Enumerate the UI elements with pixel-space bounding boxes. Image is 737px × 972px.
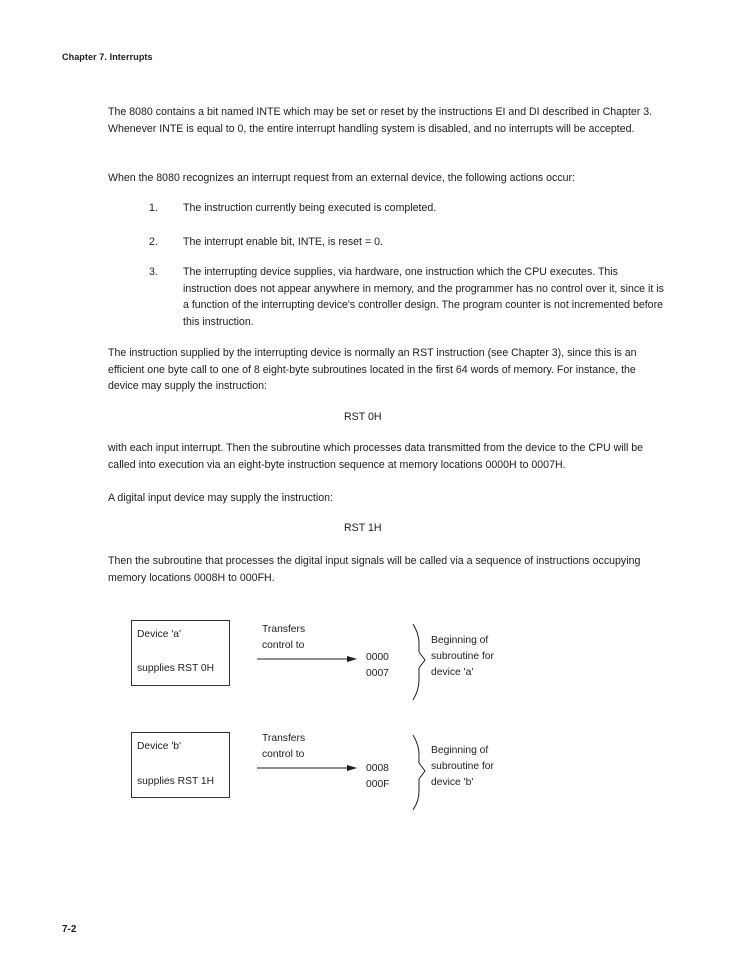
paragraph-actions-intro: When the 8080 recognizes an interrupt request from an external device, the following actions occur: bbox=[108, 172, 575, 184]
address-start: 0008 bbox=[366, 763, 389, 774]
control-to-label: control to bbox=[262, 640, 305, 651]
transfers-label: Transfers bbox=[262, 733, 306, 744]
device-b-supplies: supplies RST 1H bbox=[137, 776, 215, 787]
paragraph-inte: The 8080 contains a bit named INTE which may be set or reset by the instructions EI and DI described in Chapter 3. Whenever INTE is equal to 0, the entire interrupt handling system is disabled, and no interrupts will be accepted. bbox=[108, 106, 653, 135]
address-start: 0000 bbox=[366, 652, 389, 663]
address-end: 0007 bbox=[366, 668, 389, 679]
brace-a bbox=[413, 624, 425, 700]
list-item-number: 2. bbox=[149, 236, 158, 248]
instruction-rst-0h: RST 0H bbox=[344, 411, 382, 423]
subroutine-desc-line3: device 'a' bbox=[431, 667, 474, 678]
paragraph-subroutine-0: with each input interrupt. Then the subroutine which processes data transmitted from the device to the CPU will be called into execution via an eight-byte instruction sequence at memory locations 0000H to 0007H. bbox=[108, 442, 644, 471]
subroutine-desc-line1: Beginning of bbox=[431, 745, 489, 756]
device-b-label: Device 'b' bbox=[137, 741, 181, 752]
device-a-label: Device 'a' bbox=[137, 629, 181, 640]
list-item-number: 1. bbox=[149, 202, 158, 214]
subroutine-desc-line2: subroutine for bbox=[431, 761, 494, 772]
paragraph-digital-input: A digital input device may supply the instruction: bbox=[108, 492, 333, 504]
instruction-rst-1h: RST 1H bbox=[344, 522, 382, 534]
subroutine-desc-line3: device 'b' bbox=[431, 777, 474, 788]
list-item-text: The instruction currently being executed is completed. bbox=[183, 202, 437, 214]
device-a-supplies: supplies RST 0H bbox=[137, 663, 215, 674]
chapter-header: Chapter 7. Interrupts bbox=[62, 52, 153, 62]
paragraph-subroutine-1: Then the subroutine that processes the digital input signals will be called via a sequence of instructions occupying memory locations 0008H to 000FH. bbox=[108, 555, 641, 584]
address-end: 000F bbox=[366, 779, 390, 790]
control-to-label: control to bbox=[262, 749, 305, 760]
transfers-label: Transfers bbox=[262, 624, 306, 635]
paragraph-rst-explanation: The instruction supplied by the interrupting device is normally an RST instruction (see Chapter 3), since this is an efficient one byte call to one of 8 eight-byte subroutines located in the first 64 words of memory. For instance, the device may supply the instruction: bbox=[108, 347, 637, 393]
page-number: 7-2 bbox=[62, 924, 77, 935]
subroutine-desc-line1: Beginning of bbox=[431, 635, 489, 646]
list-item-text: The interrupt enable bit, INTE, is reset = 0. bbox=[183, 236, 383, 248]
list-item-text: The interrupting device supplies, via hardware, one instruction which the CPU executes. This instruction does not appear anywhere in memory, and the programmer has no control over it, since it is a function of the interrupting device's controller design. The program counter is not incremented before this instruction. bbox=[183, 266, 664, 328]
brace-b bbox=[413, 735, 425, 810]
subroutine-desc-line2: subroutine for bbox=[431, 651, 494, 662]
list-item-number: 3. bbox=[149, 266, 158, 278]
